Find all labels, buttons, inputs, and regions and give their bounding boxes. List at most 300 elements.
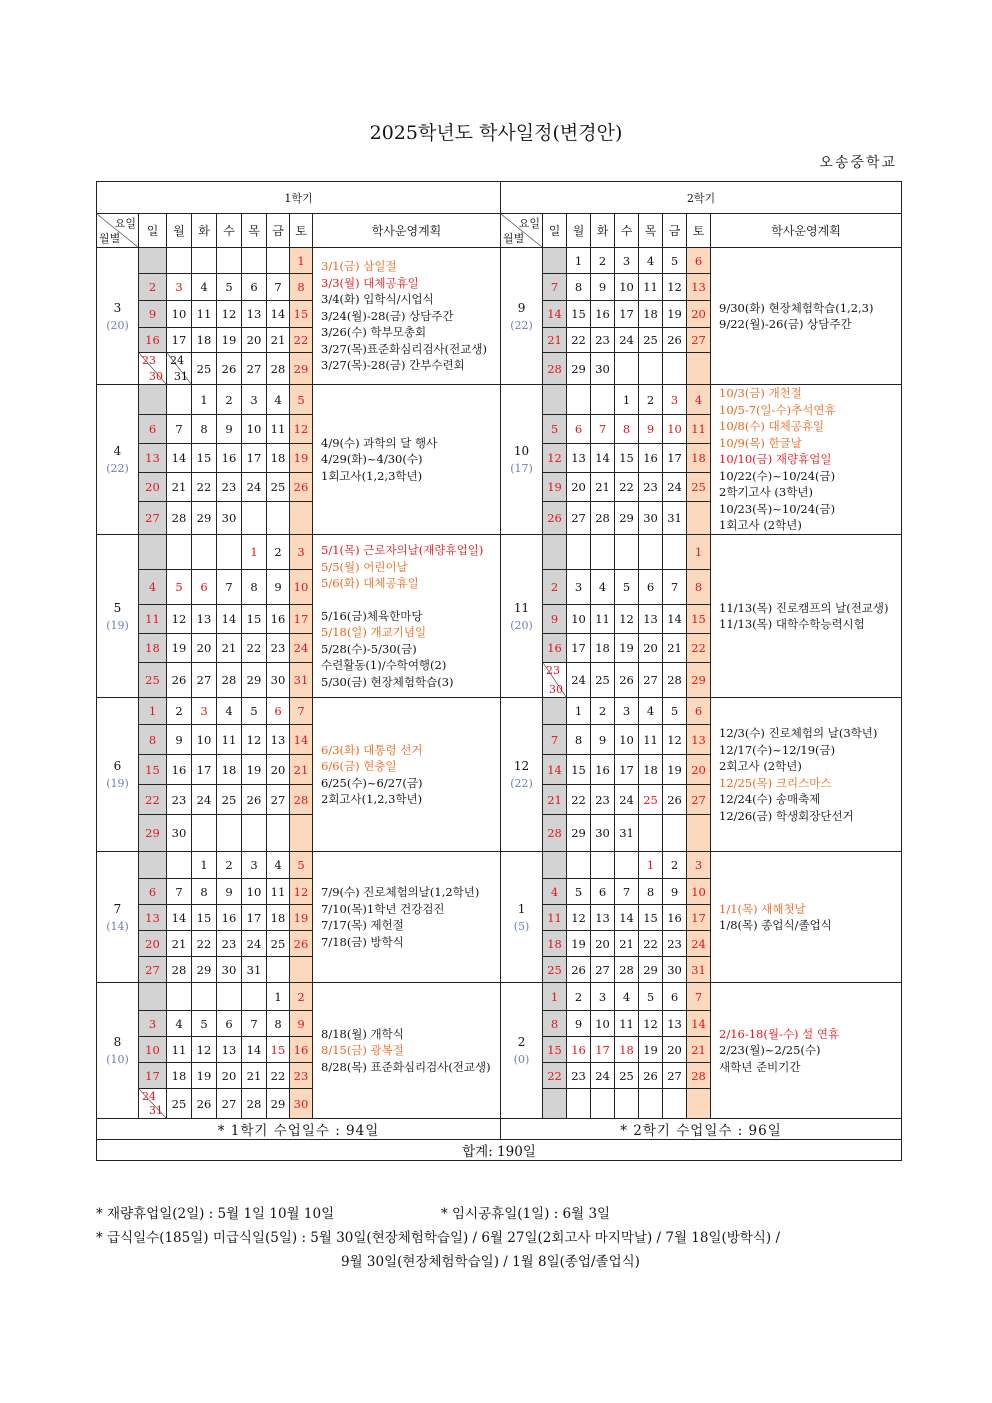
day-number: 11 — [270, 422, 286, 436]
day-cell — [167, 1063, 192, 1089]
day-number: 10 — [595, 1016, 610, 1031]
day-number: 16 — [667, 910, 682, 925]
day-number: 2 — [598, 253, 607, 268]
day-cell — [591, 535, 615, 570]
academic-calendar-table — [96, 181, 902, 1161]
day-cell — [615, 634, 639, 663]
day-number: 15 — [571, 307, 586, 321]
day-cell — [139, 698, 167, 725]
day-number: 4 — [175, 1016, 183, 1031]
day-number: 25 — [196, 361, 212, 376]
day-cell — [567, 755, 591, 785]
day-number: 1 — [622, 392, 631, 407]
day-cell — [217, 879, 242, 905]
day-number: 17 — [619, 762, 634, 777]
day-cell — [139, 879, 167, 905]
total-days: 합계: 190일 — [97, 1140, 902, 1161]
day-number: 8 — [646, 884, 655, 899]
day-cell — [639, 1089, 663, 1119]
day-cell — [639, 852, 663, 879]
plan-item: 5/6(화) 대체공휴일 — [321, 576, 419, 590]
day-cell — [615, 444, 639, 473]
day-number: 9 — [670, 884, 679, 899]
day-cell — [267, 1063, 290, 1089]
plan-item: 4/9(수) 과학의 달 행사 — [321, 435, 438, 450]
plan-item: 2/23(월)~2/25(수) — [719, 1043, 821, 1058]
day-cell — [543, 328, 567, 353]
day-cell — [543, 415, 567, 444]
day-cell — [663, 1089, 687, 1119]
day-number: 11 — [196, 307, 212, 321]
day-number: 20 — [246, 333, 262, 347]
day-cell — [167, 1037, 192, 1063]
day-number: 28 — [171, 511, 187, 525]
day-number: 13 — [246, 307, 262, 321]
day-cell — [242, 852, 267, 879]
day-cell — [687, 248, 711, 274]
day-cell — [663, 385, 687, 415]
plan-cell — [313, 248, 501, 385]
day-cell — [290, 957, 313, 983]
day-cell — [639, 444, 663, 473]
day-number: 4 — [550, 884, 559, 899]
day-cell — [167, 663, 192, 698]
day-cell — [267, 328, 290, 353]
day-cell — [139, 502, 167, 535]
day-cell — [687, 1089, 711, 1119]
day-cell — [567, 473, 591, 502]
day-number: 7 — [225, 580, 233, 594]
day-cell — [139, 444, 167, 473]
plan-item: 7/17(목) 제헌절 — [321, 918, 404, 932]
day-number: 11 — [221, 732, 237, 747]
day-number: 6 — [148, 422, 157, 436]
day-number: 21 — [547, 792, 562, 807]
day-number: 19 — [643, 1042, 658, 1057]
day-number: 23 — [221, 936, 237, 951]
day-cell — [139, 301, 167, 328]
day-number: 21 — [221, 641, 237, 655]
day-cell — [267, 1089, 290, 1119]
day-cell — [139, 473, 167, 502]
day-number: 18 — [270, 910, 286, 925]
day-cell — [591, 905, 615, 931]
day-cell — [687, 755, 711, 785]
plan-cell — [711, 698, 902, 852]
day-cell — [167, 248, 192, 274]
day-number: 9 — [175, 732, 183, 747]
plan-item: 2/16-18(월-수) 설 연휴 — [719, 1026, 840, 1041]
day-cell — [663, 502, 687, 535]
day-number: 12 — [547, 451, 562, 465]
weekday-header: 월 — [167, 214, 192, 248]
day-number: 19 — [171, 641, 187, 655]
footnotes — [96, 1202, 780, 1274]
day-cell — [290, 663, 313, 698]
day-number: 5 — [574, 884, 583, 899]
day-cell — [167, 905, 192, 931]
day-number: 14 — [667, 612, 682, 626]
day-cell — [267, 852, 290, 879]
day-cell — [687, 879, 711, 905]
plan-cell — [313, 385, 501, 535]
day-number: 14 — [691, 1016, 706, 1031]
day-cell — [242, 785, 267, 815]
day-number: 11 — [643, 280, 658, 294]
day-number: 13 — [145, 910, 160, 925]
day-cell — [217, 535, 242, 570]
day-number: 29 — [196, 511, 212, 525]
plan-item: 6/6(금) 현충일 — [321, 759, 397, 773]
day-cell — [167, 785, 192, 815]
weekday-header: 토 — [290, 214, 313, 248]
plan-cell — [711, 248, 902, 385]
class-day-count: (19) — [106, 777, 129, 790]
day-cell — [567, 301, 591, 328]
day-cell — [290, 1089, 313, 1119]
day-cell — [543, 815, 567, 852]
day-cell — [615, 328, 639, 353]
day-cell — [167, 957, 192, 983]
day-cell — [687, 931, 711, 957]
day-number: 2 — [225, 858, 233, 872]
day-cell — [290, 385, 313, 415]
day-number: 26 — [571, 962, 586, 977]
plan-item: 5/30(금) 현장체험학습(3) — [321, 674, 454, 689]
day-number: 10 — [667, 422, 682, 436]
day-cell — [290, 570, 313, 605]
month-cell — [501, 983, 543, 1119]
day-number: 10 — [246, 422, 262, 436]
day-number: 24 — [196, 792, 212, 807]
day-cell — [167, 698, 192, 725]
day-number: 14 — [547, 307, 562, 321]
day-cell — [591, 815, 615, 852]
day-cell — [242, 535, 267, 570]
day-number: 6 — [200, 580, 208, 594]
day-number: 9 — [225, 884, 233, 899]
plan-cell — [313, 852, 501, 983]
day-number: 17 — [171, 333, 187, 347]
day-number: 17 — [246, 910, 262, 925]
day-number: 3 — [200, 704, 208, 718]
weekday-header: 일 — [139, 214, 167, 248]
day-cell — [567, 353, 591, 385]
day-number: 4 — [598, 580, 607, 594]
day-number: 12 — [667, 732, 682, 747]
day-cell — [267, 785, 290, 815]
day-cell — [267, 248, 290, 274]
day-cell — [267, 570, 290, 605]
day-number: 21 — [619, 936, 634, 951]
day-number: 28 — [293, 792, 309, 807]
day-number: 9 — [598, 732, 607, 747]
day-cell — [192, 328, 217, 353]
day-cell — [543, 931, 567, 957]
day-number: 18 — [547, 936, 562, 951]
day-cell — [591, 353, 615, 385]
day-cell — [192, 385, 217, 415]
day-cell — [290, 605, 313, 634]
day-cell — [639, 570, 663, 605]
day-cell — [267, 605, 290, 634]
day-number: 16 — [145, 333, 160, 347]
day-cell — [192, 879, 217, 905]
day-number: 12 — [643, 1016, 658, 1031]
day-number: 17 — [246, 451, 262, 465]
day-number: 26 — [246, 792, 262, 807]
day-number: 9 — [646, 422, 655, 436]
day-number: 21 — [171, 936, 187, 951]
day-cell — [217, 570, 242, 605]
day-cell — [290, 815, 313, 852]
day-number: 18 — [171, 1068, 187, 1083]
day-number: 18 — [270, 451, 286, 465]
day-cell — [267, 755, 290, 785]
day-number: 11 — [691, 422, 706, 436]
day-number: 15 — [547, 1042, 562, 1057]
day-number: 21 — [293, 762, 309, 777]
day-cell — [615, 353, 639, 385]
day-number: 14 — [547, 762, 562, 777]
weekday-header: 수 — [615, 214, 639, 248]
day-number: 12 — [667, 280, 682, 294]
day-cell — [167, 473, 192, 502]
day-number: 21 — [547, 333, 562, 347]
day-cell — [192, 535, 217, 570]
weekday-header: 일 — [543, 214, 567, 248]
day-number: 7 — [670, 580, 679, 594]
day-number: 25 — [547, 962, 562, 977]
day-number: 10 — [293, 580, 309, 594]
day-cell — [290, 1037, 313, 1063]
day-number: 1 — [550, 989, 559, 1004]
day-number: 26 — [293, 480, 309, 494]
day-number: 13 — [145, 451, 160, 465]
day-number: 1 — [200, 392, 208, 407]
day-cell — [567, 502, 591, 535]
day-number: 7 — [598, 422, 607, 436]
day-number: 16 — [547, 641, 562, 655]
day-number: 16 — [221, 910, 237, 925]
month-cell — [97, 983, 139, 1119]
day-cell — [192, 353, 217, 385]
day-cell — [687, 570, 711, 605]
day-number: 6 — [250, 280, 258, 294]
day-number: 18 — [196, 333, 212, 347]
day-cell — [591, 274, 615, 301]
day-cell — [167, 1089, 192, 1119]
day-cell — [687, 983, 711, 1011]
day-cell — [217, 328, 242, 353]
plan-item: 3/3(월) 대체공휴일 — [321, 275, 419, 290]
day-cell — [267, 725, 290, 755]
day-cell — [543, 634, 567, 663]
day-number: 30 — [149, 370, 163, 383]
day-number: 13 — [196, 612, 212, 626]
day-number: 11 — [547, 910, 562, 925]
month-number: 5 — [113, 600, 122, 615]
day-cell — [139, 1089, 167, 1119]
day-cell — [290, 634, 313, 663]
day-number: 3 — [574, 580, 583, 594]
plan-item: 11/13(목) 대학수학능력시험 — [719, 617, 865, 631]
day-number: 22 — [619, 480, 634, 494]
month-number: 6 — [113, 759, 122, 773]
day-cell — [242, 663, 267, 698]
day-number: 24 — [595, 1068, 610, 1083]
day-cell — [567, 879, 591, 905]
day-number: 10 — [691, 884, 706, 899]
day-cell — [217, 852, 242, 879]
day-cell — [242, 274, 267, 301]
day-number: 21 — [270, 333, 286, 347]
day-number: 7 — [175, 884, 183, 899]
day-number: 2 — [225, 392, 233, 407]
day-cell — [167, 570, 192, 605]
day-number: 15 — [246, 612, 262, 626]
day-number: 28 — [270, 361, 286, 376]
day-cell — [663, 905, 687, 931]
day-number: 24 — [293, 641, 309, 655]
day-number: 6 — [225, 1016, 233, 1031]
day-number: 15 — [293, 307, 309, 321]
day-cell — [687, 473, 711, 502]
day-cell — [639, 301, 663, 328]
day-number: 5 — [297, 858, 305, 872]
plan-item: 3/27(목)-28(금) 간부수련회 — [321, 358, 465, 373]
day-number: 25 — [270, 480, 286, 494]
day-cell — [192, 634, 217, 663]
day-cell — [543, 535, 567, 570]
day-cell — [167, 815, 192, 852]
day-number: 31 — [293, 673, 309, 687]
day-number: 9 — [598, 280, 607, 294]
semester-1-header: 1학기 — [97, 182, 501, 214]
day-number: 1 — [646, 858, 655, 872]
day-number: 5 — [175, 580, 183, 594]
day-number: 30 — [595, 361, 610, 376]
day-number: 20 — [643, 641, 658, 655]
plan-item: 5/16(금)체육한마당 — [321, 608, 423, 623]
day-number: 15 — [571, 762, 586, 777]
day-cell — [543, 353, 567, 385]
day-cell — [167, 605, 192, 634]
day-cell — [591, 634, 615, 663]
day-number: 5 — [200, 1016, 208, 1031]
day-cell — [267, 444, 290, 473]
day-number: 30 — [667, 962, 682, 977]
day-number: 7 — [550, 732, 559, 747]
day-cell — [567, 983, 591, 1011]
day-cell — [242, 570, 267, 605]
day-number: 27 — [145, 511, 160, 525]
day-number: 25 — [145, 673, 160, 687]
day-cell — [543, 698, 567, 725]
day-number: 26 — [196, 1096, 212, 1111]
day-cell — [663, 852, 687, 879]
day-cell — [543, 301, 567, 328]
day-cell — [567, 663, 591, 698]
day-number: 29 — [293, 361, 309, 376]
day-number: 9 — [297, 1016, 305, 1031]
day-cell — [663, 1011, 687, 1037]
day-number: 7 — [297, 704, 305, 718]
day-number: 17 — [595, 1042, 610, 1057]
day-number: 5 — [670, 253, 679, 268]
day-number: 11 — [619, 1016, 634, 1031]
day-number: 20 — [145, 480, 160, 494]
day-cell — [192, 905, 217, 931]
day-cell — [290, 931, 313, 957]
day-number: 13 — [643, 612, 658, 626]
day-number: 22 — [293, 333, 309, 347]
day-number: 11 — [643, 732, 658, 747]
day-number: 20 — [221, 1068, 237, 1083]
month-number: 7 — [113, 901, 122, 916]
day-number: 23 — [142, 354, 156, 367]
day-cell — [290, 415, 313, 444]
day-cell — [615, 535, 639, 570]
day-cell — [663, 444, 687, 473]
day-cell — [242, 301, 267, 328]
corner-header-1 — [97, 214, 139, 248]
day-cell — [687, 1011, 711, 1037]
day-number: 27 — [246, 361, 262, 376]
plan-item: 10/9(목) 한글날 — [719, 435, 802, 450]
day-number: 9 — [148, 307, 157, 321]
day-cell — [639, 473, 663, 502]
day-cell — [217, 755, 242, 785]
day-cell — [543, 444, 567, 473]
day-cell — [639, 663, 663, 698]
plan-item: 2회고사 (2학년) — [719, 759, 802, 773]
day-cell — [591, 931, 615, 957]
day-number: 22 — [691, 641, 706, 655]
day-cell — [591, 852, 615, 879]
day-number: 22 — [547, 1068, 562, 1083]
day-cell — [242, 879, 267, 905]
day-cell — [290, 353, 313, 385]
day-cell — [687, 634, 711, 663]
day-number: 26 — [667, 333, 682, 347]
day-number: 23 — [595, 333, 610, 347]
day-cell — [267, 353, 290, 385]
month-cell — [501, 852, 543, 983]
day-cell — [591, 755, 615, 785]
day-cell — [192, 755, 217, 785]
day-number: 14 — [270, 307, 286, 321]
day-cell — [242, 755, 267, 785]
day-number: 12 — [571, 910, 586, 925]
day-number: 19 — [667, 762, 682, 777]
day-number: 27 — [643, 673, 658, 687]
day-number: 25 — [171, 1096, 187, 1111]
day-cell — [217, 473, 242, 502]
day-number: 12 — [221, 307, 237, 321]
day-number: 31 — [619, 826, 634, 840]
day-cell — [139, 905, 167, 931]
day-number: 10 — [619, 280, 634, 294]
day-cell — [139, 605, 167, 634]
day-cell — [615, 785, 639, 815]
day-cell — [663, 755, 687, 785]
day-number: 13 — [691, 280, 706, 294]
day-number: 29 — [619, 511, 634, 525]
day-cell — [192, 570, 217, 605]
day-number: 20 — [145, 936, 160, 951]
day-cell — [639, 905, 663, 931]
